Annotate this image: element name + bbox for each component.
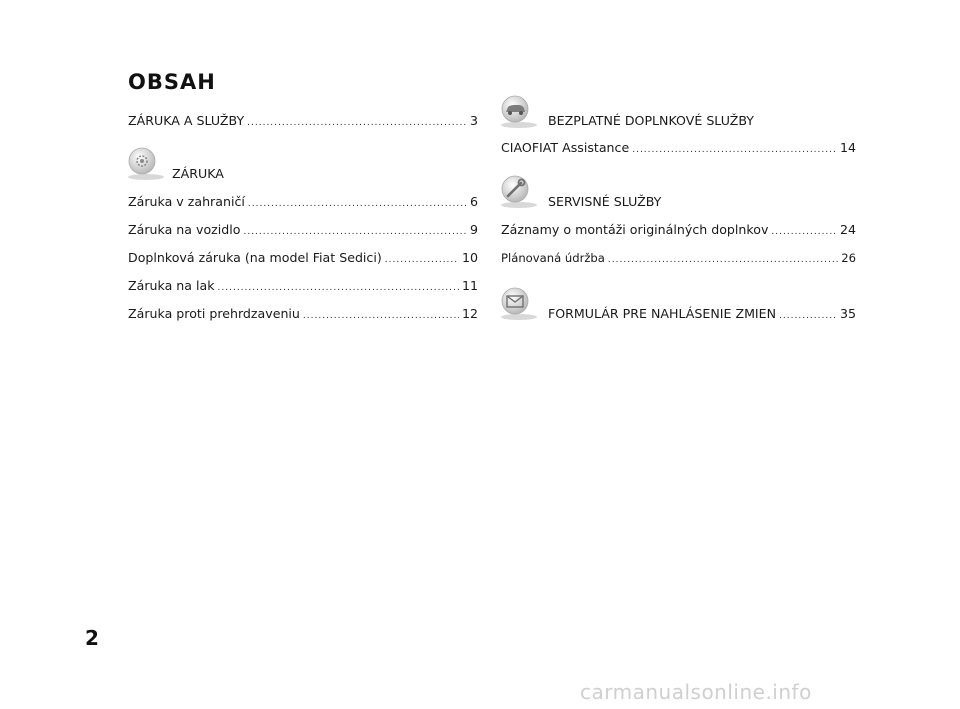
toc-entry[interactable]	[501, 250, 856, 268]
dot-leader	[248, 196, 467, 212]
page-number: 2	[85, 626, 99, 650]
envelope-icon	[497, 286, 539, 322]
toc-entry-label: Záruka na vozidlo	[128, 222, 241, 237]
toc-entry[interactable]	[128, 306, 478, 324]
toc-entry[interactable]	[128, 194, 478, 212]
toc-entry-page: 9	[469, 222, 478, 237]
toc-entry-page: 26	[841, 251, 856, 265]
dot-leader	[632, 142, 837, 158]
section-heading-bezplatne: BEZPLATNÉ DOPLNKOVÉ SLUŽBY	[548, 113, 754, 128]
section-heading-servisne: SERVISNÉ SLUŽBY	[548, 194, 662, 209]
toc-entry-label: Doplnková záruka (na model Fiat Sedici)	[128, 250, 382, 265]
dot-leader	[243, 224, 467, 240]
section-heading-zaruka: ZÁRUKA	[172, 166, 224, 181]
toc-entry-page: 24	[839, 222, 856, 237]
toc-entry-page: 6	[469, 194, 478, 209]
toc-entry-page: 12	[461, 306, 478, 321]
car-icon	[497, 94, 539, 130]
toc-entry-page: 11	[461, 278, 478, 293]
toc-entry[interactable]	[128, 222, 478, 240]
dot-leader	[771, 224, 837, 240]
dot-leader	[218, 280, 459, 296]
toc-entry-formular[interactable]	[548, 306, 856, 324]
toc-entry-label: Záruka na lak	[128, 278, 215, 293]
toc-entry[interactable]	[128, 278, 478, 296]
toc-entry-zaruka-a-sluzby[interactable]	[128, 113, 478, 131]
toc-entry-label: Plánovaná údržba	[501, 251, 605, 265]
toc-entry[interactable]	[128, 250, 478, 268]
section-heading-formular: FORMULÁR PRE NAHLÁSENIE ZMIEN	[548, 306, 777, 321]
toc-entry-page: 14	[839, 140, 856, 155]
dot-leader	[385, 252, 459, 268]
toc-entry-label: Záruka proti prehrdzaveniu	[128, 306, 300, 321]
wrench-icon	[497, 174, 539, 210]
dot-leader	[608, 252, 838, 268]
toc-entry-label: CIAOFIAT Assistance	[501, 140, 630, 155]
toc-entry-page: 10	[461, 250, 478, 265]
toc-entry[interactable]	[501, 140, 856, 158]
toc-entry-label: Záznamy o montáži originálných doplnkov	[501, 222, 769, 237]
dot-leader	[247, 115, 467, 131]
gear-icon	[124, 146, 166, 182]
watermark: carmanualsonline.info	[580, 680, 812, 704]
page-title: OBSAH	[128, 70, 216, 94]
toc-entry-label: ZÁRUKA A SLUŽBY	[128, 113, 245, 128]
toc-entry[interactable]	[501, 222, 856, 240]
toc-entry-page: 3	[469, 113, 478, 128]
dot-leader	[303, 308, 459, 324]
toc-entry-label: Záruka v zahraničí	[128, 194, 245, 209]
toc-entry-page: 35	[839, 306, 856, 321]
dot-leader	[779, 308, 837, 324]
